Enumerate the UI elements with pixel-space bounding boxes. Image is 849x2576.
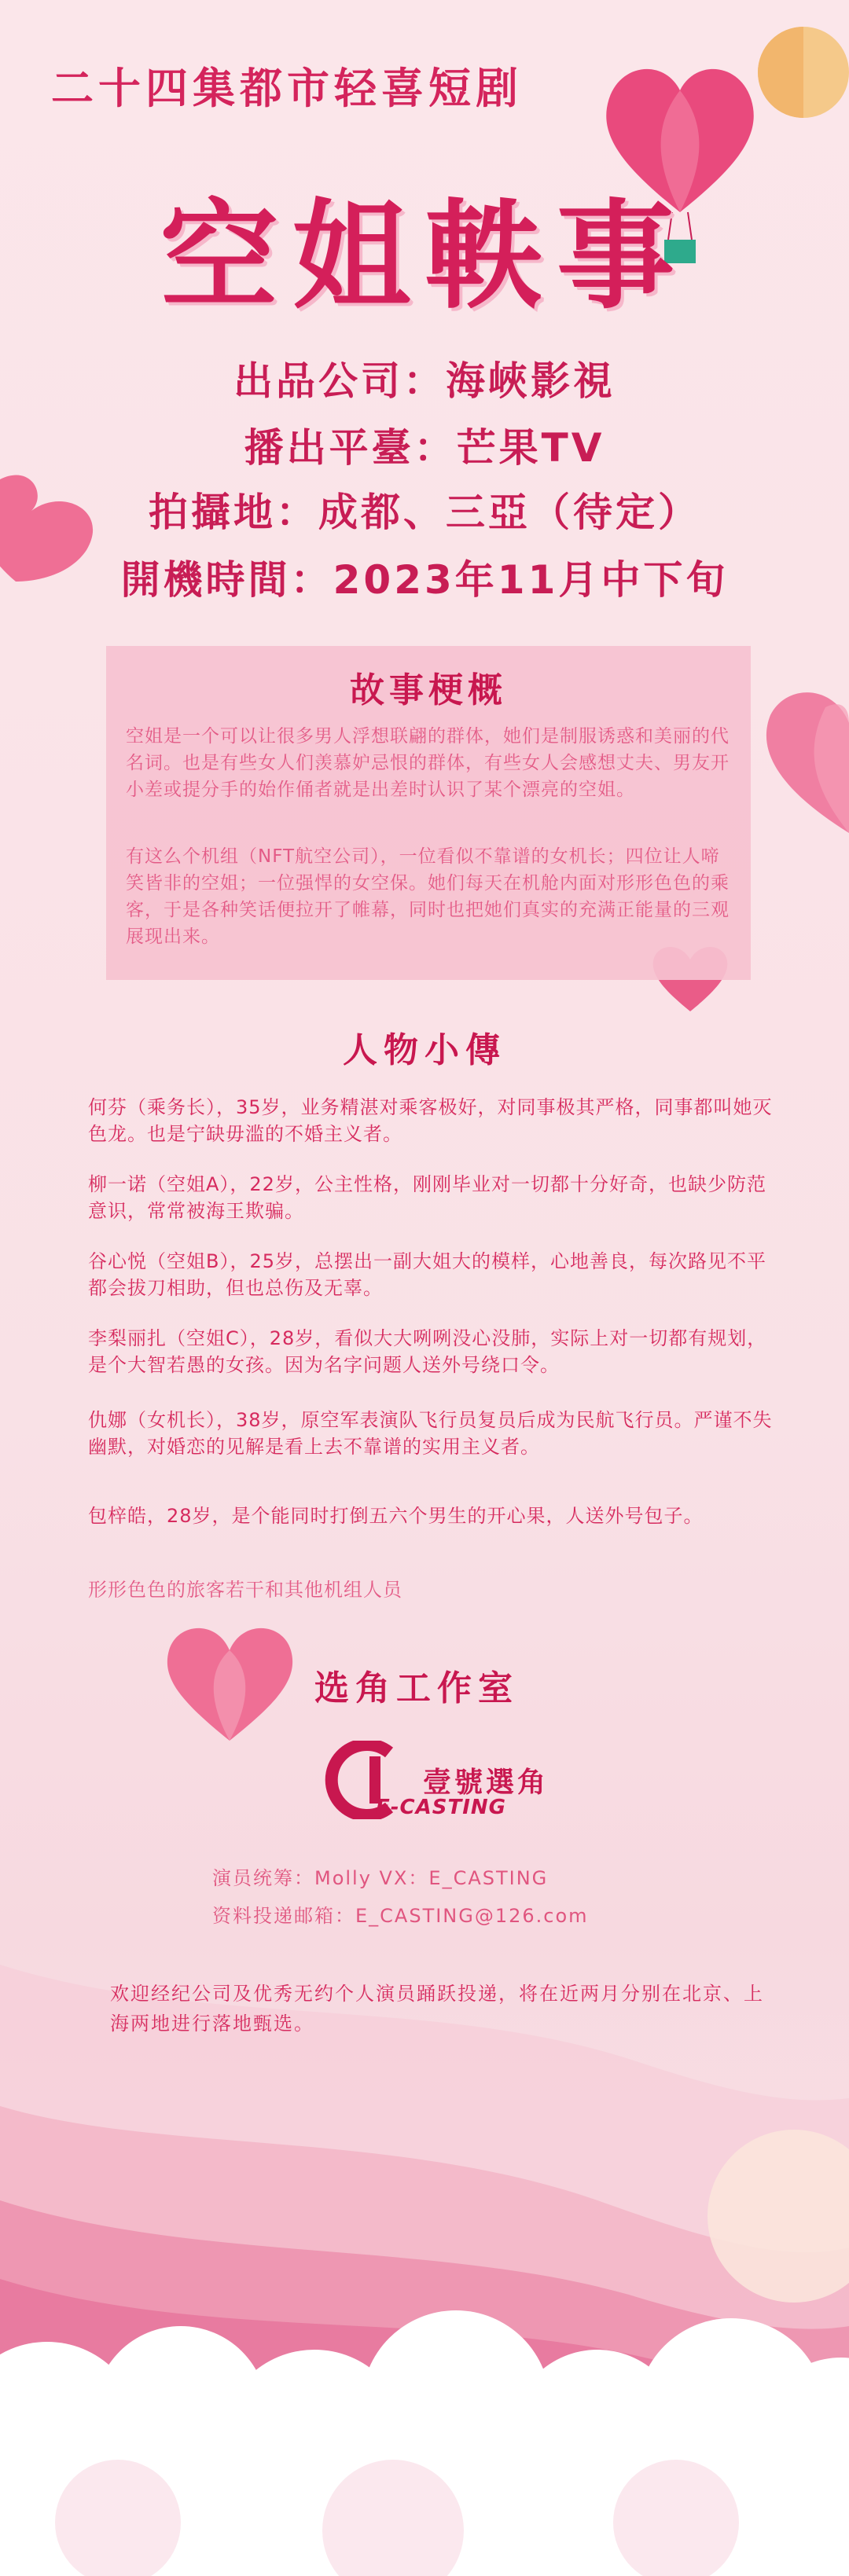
character-item: 仇娜（女机长），38岁，原空军表演队飞行员复员后成为民航飞行员。严谨不失幽默，对婚恋的见解是看上去不靠谱的实用主义者。 [88,1409,773,1458]
cloud-decoration [0,2295,849,2576]
heart-icon [161,1615,299,1745]
character-item: 李梨丽扎（空姐C），28岁，看似大大咧咧没心没肺，实际上对一切都有规划，是个大智若愚的女孩。因为名字问题人送外号绕口令。 [88,1327,767,1376]
drama-title: 空姐軼事 [160,187,689,325]
character-item: 谷心悦（空姐B），25岁，总摆出一副大姐大的模样，心地善良，每次路见不平都会拔刀相助，但也总伤及无辜。 [88,1250,767,1299]
filming-location: 拍攝地：成都、三亞（待定） [149,490,700,535]
sun-icon [748,24,849,126]
heart-icon [755,676,849,841]
story-heading: 故事梗概 [350,670,507,710]
studio-heading: 选角工作室 [314,1668,519,1708]
submission-email: 资料投递邮箱：E_CASTING@126.com [212,1905,589,1927]
character-item: 何芬（乘务长），35岁，业务精湛对乘客极好，对同事极其严格，同事都叫她灭色龙。也是宁缺毋滥的不婚主义者。 [88,1096,773,1145]
broadcast-platform: 播出平臺：芒果TV [244,425,605,471]
character-item: 柳一诺（空姐A），22岁，公主性格，刚刚毕业对一切都十分好奇，也缺少防范意识，常常被海王欺骗。 [88,1173,766,1222]
logo-english-text: E-CASTING [376,1796,506,1819]
casting-contact: 演员统筹：Molly VX：E_CASTING [212,1867,549,1889]
logo-chinese-text: 壹號選角 [423,1767,549,1799]
production-company: 出品公司：海峽影視 [233,358,616,404]
character-item: 形形色色的旅客若干和其他机组人员 [88,1579,402,1601]
story-paragraph: 空姐是一个可以让很多男人浮想联翩的群体，她们是制服诱惑和美丽的代名词。也是有些女人们羡慕妒忌恨的群体，有些女人会感想丈夫、男友开小差或提分手的始作俑者就是出差时认识了某个漂亮的空姐。 [126,726,730,800]
series-subtitle: 二十四集都市轻喜短剧 [51,64,523,113]
invitation-text: 欢迎经纪公司及优秀无约个人演员踊跃投递，将在近两月分别在北京、上海两地进行落地甄选。 [110,1983,764,2035]
start-date: 開機時間：2023年11月中下旬 [120,557,729,603]
characters-heading: 人物小傳 [343,1030,506,1070]
story-paragraph: 有这么个机组（NFT航空公司），一位看似不靠谱的女机长；四位让人啼笑皆非的空姐；一位强悍的女空保。她们每天在机舱内面对形形色色的乘客，于是各种笑话便拉开了帷幕，同时也把她们真实的充满正能量的三观展现出来。 [126,846,730,947]
character-item: 包梓皓，28岁，是个能同时打倒五六个男生的开心果，人送外号包子。 [88,1505,704,1527]
